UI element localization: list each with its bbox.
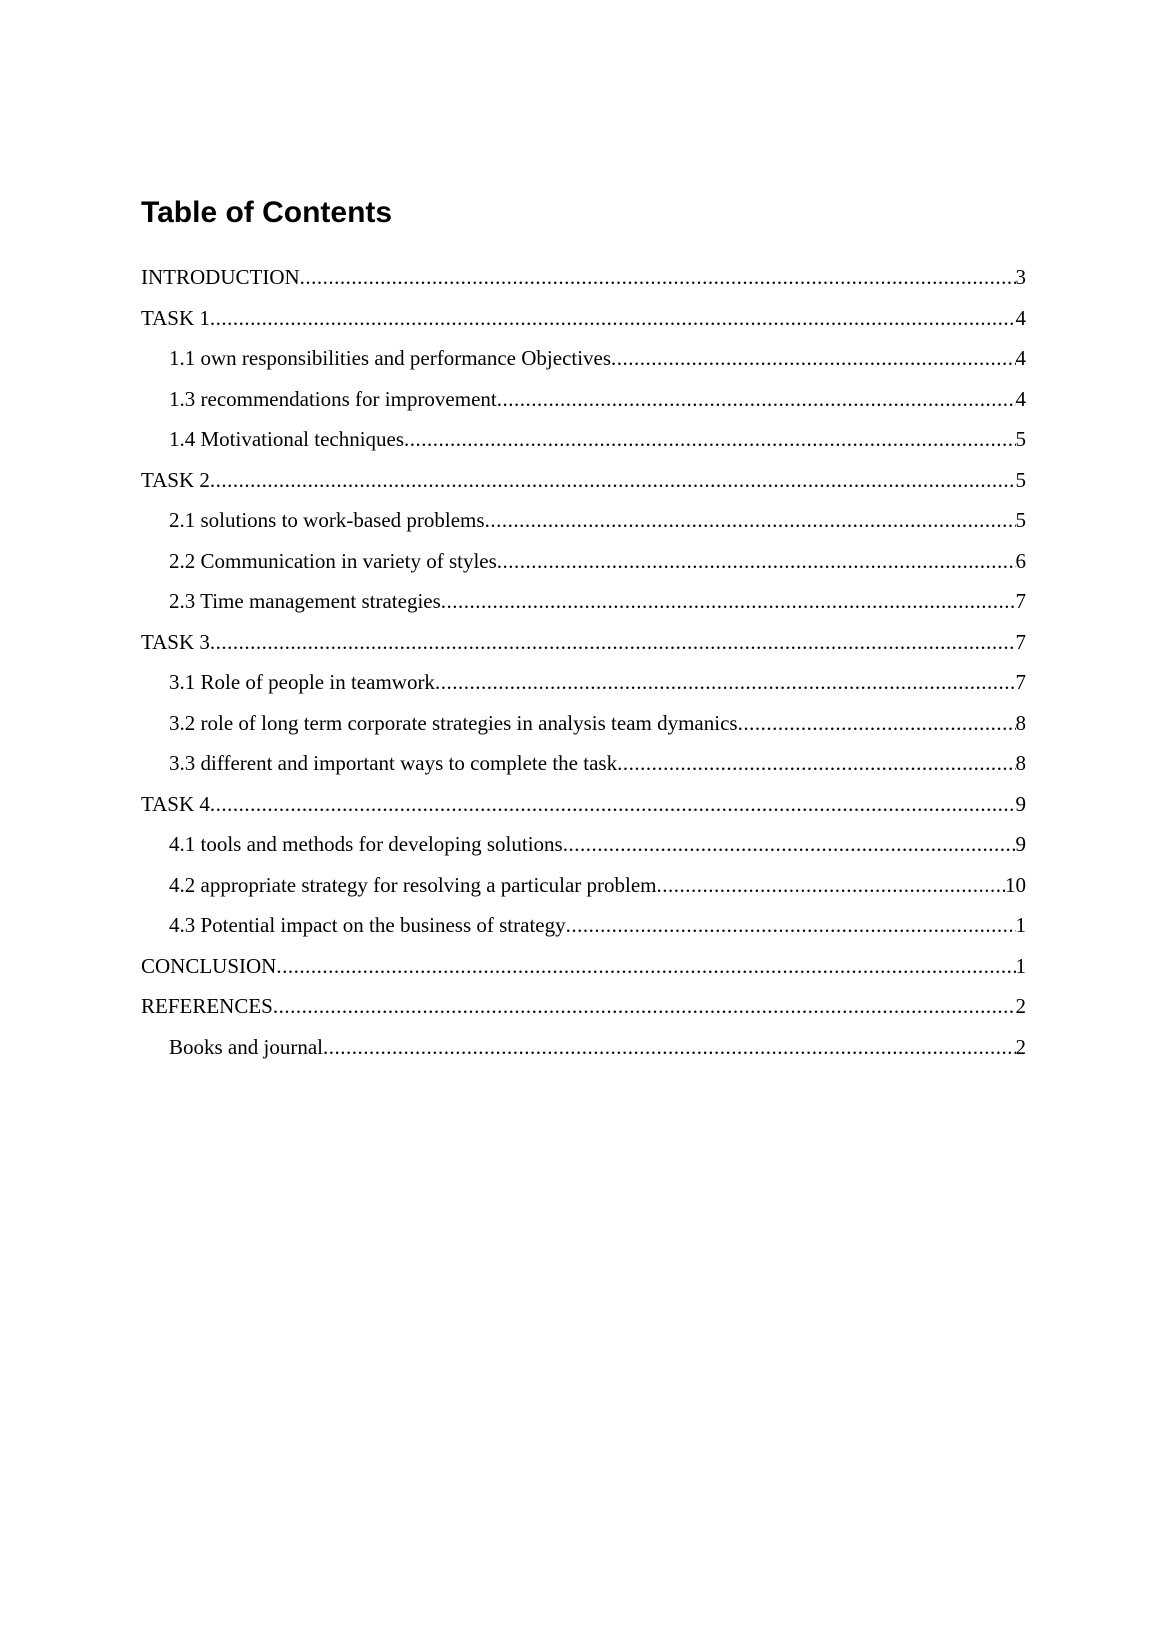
toc-page-number: 5 <box>1015 427 1026 451</box>
dot-leader <box>617 743 1015 784</box>
dot-leader <box>323 1027 1016 1068</box>
toc-page-number: 2 <box>1015 1034 1026 1059</box>
toc-entry[interactable] <box>141 500 1026 541</box>
toc-entry-title: 4.3 Potential impact on the business of strategy <box>169 913 566 937</box>
toc-entry[interactable] <box>141 784 1026 825</box>
toc-entry[interactable] <box>141 379 1026 420</box>
toc-entry-title: TASK 4 <box>141 791 210 816</box>
toc-entry[interactable] <box>141 460 1026 501</box>
toc-page-number: 6 <box>1015 548 1026 573</box>
toc-entry[interactable] <box>141 905 1026 946</box>
toc-entry-title: REFERENCES <box>141 994 273 1018</box>
dot-leader <box>273 986 1016 1027</box>
toc-entry-title: TASK 2 <box>141 467 210 492</box>
toc-entry-title: TASK 3 <box>141 629 210 654</box>
toc-list <box>141 257 1026 1067</box>
dot-leader <box>210 622 1016 663</box>
dot-leader <box>404 419 1015 460</box>
toc-page-number: 7 <box>1015 670 1026 694</box>
dot-leader <box>497 541 1016 582</box>
toc-page-number: 4 <box>1015 346 1026 370</box>
toc-entry[interactable] <box>141 622 1026 663</box>
toc-page-number: 4 <box>1015 305 1026 330</box>
toc-entry[interactable] <box>141 743 1026 784</box>
dot-leader <box>435 662 1016 703</box>
toc-entry[interactable] <box>141 581 1026 622</box>
dot-leader <box>657 865 1006 906</box>
toc-entry[interactable] <box>141 703 1026 744</box>
toc-entry-title: 3.1 Role of people in teamwork <box>169 670 435 694</box>
toc-entry-title: Books and journal <box>169 1034 323 1059</box>
toc-entry-title: 1.4 Motivational techniques <box>169 427 405 451</box>
toc-entry-title: CONCLUSION <box>141 953 277 978</box>
toc-page-number: 7 <box>1015 589 1026 613</box>
toc-entry[interactable] <box>141 1027 1026 1068</box>
toc-page-number: 9 <box>1015 832 1026 856</box>
dot-leader <box>497 379 1016 420</box>
toc-page-number: 3 <box>1015 265 1026 289</box>
toc-page-number: 10 <box>1005 872 1026 897</box>
toc-entry-title: 1.3 recommendations for improvement <box>169 386 497 411</box>
toc-page-number: 1 <box>1015 953 1026 978</box>
toc-entry[interactable] <box>141 419 1026 460</box>
toc-entry[interactable] <box>141 338 1026 379</box>
toc-entry-title: 4.1 tools and methods for developing solutions <box>169 832 563 856</box>
dot-leader <box>441 581 1016 622</box>
toc-entry-title: 3.2 role of long term corporate strategies in analysis team dymanics <box>169 710 738 735</box>
dot-leader <box>566 905 1016 946</box>
page-title: Table of Contents <box>141 196 393 229</box>
toc-page-number: 7 <box>1015 629 1026 654</box>
toc-entry-title: 2.2 Communication in variety of styles <box>169 548 497 573</box>
dot-leader <box>210 298 1016 339</box>
toc-entry[interactable] <box>141 824 1026 865</box>
dot-leader <box>300 257 1016 298</box>
dot-leader <box>210 784 1016 825</box>
toc-entry-title: 1.1 own responsibilities and performance Objectives <box>169 346 612 370</box>
toc-entry[interactable] <box>141 662 1026 703</box>
toc-entry-title: TASK 1 <box>141 305 210 330</box>
dot-leader <box>276 946 1015 987</box>
toc-entry-title: 2.3 Time management strategies <box>169 589 441 613</box>
toc-entry[interactable] <box>141 257 1026 298</box>
dot-leader <box>738 703 1016 744</box>
toc-page-number: 9 <box>1015 791 1026 816</box>
toc-entry[interactable] <box>141 541 1026 582</box>
toc-page-number: 1 <box>1015 913 1026 937</box>
dot-leader <box>563 824 1016 865</box>
toc-page-number: 8 <box>1015 710 1026 735</box>
dot-leader <box>611 338 1015 379</box>
toc-entry-title: 3.3 different and important ways to complete the task <box>169 751 618 775</box>
toc-page-number: 8 <box>1015 751 1026 775</box>
toc-entry[interactable] <box>141 986 1026 1027</box>
dot-leader <box>210 460 1016 501</box>
toc-entry-title: INTRODUCTION <box>141 265 300 289</box>
toc-entry-title: 4.2 appropriate strategy for resolving a particular problem <box>169 872 657 897</box>
toc-page-number: 2 <box>1015 994 1026 1018</box>
toc-entry[interactable] <box>141 298 1026 339</box>
dot-leader <box>485 500 1016 541</box>
toc-entry-title: 2.1 solutions to work-based problems <box>169 508 485 532</box>
toc-page-number: 4 <box>1015 386 1026 411</box>
toc-page-number: 5 <box>1015 467 1026 492</box>
toc-entry[interactable] <box>141 946 1026 987</box>
toc-entry[interactable] <box>141 865 1026 906</box>
toc-page-number: 5 <box>1015 508 1026 532</box>
